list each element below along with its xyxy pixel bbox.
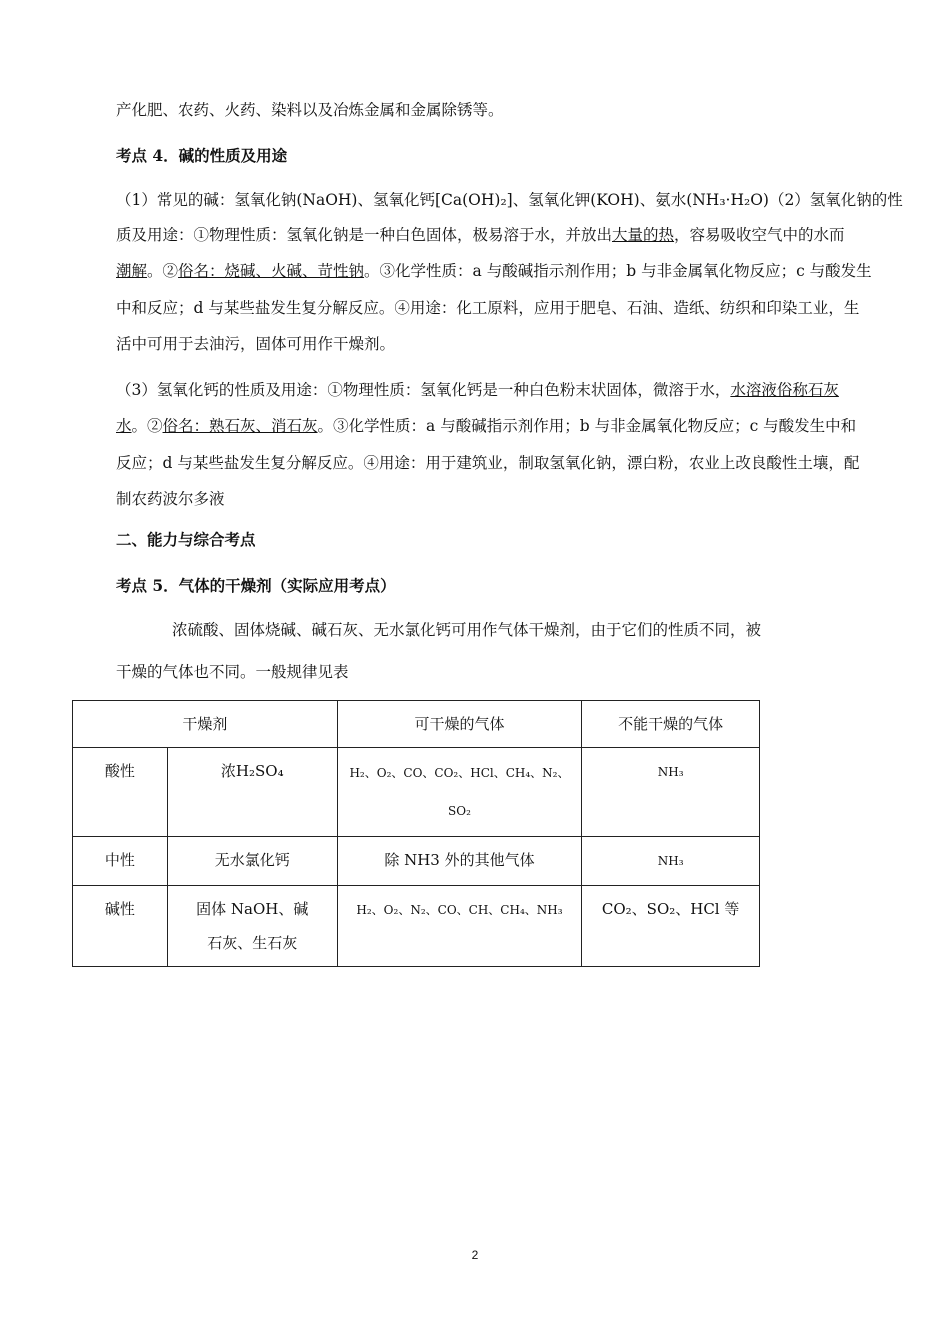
drying-agent-table: [72, 700, 760, 967]
text-span: 质及用途：①物理性质：氢氧化钠是一种白色固体，极易溶于水，并放出: [116, 226, 613, 244]
type-cell: 碱性: [73, 886, 168, 967]
text-line: [116, 380, 876, 400]
agent-cell: 固体 NaOH、碱石灰、生石灰: [167, 886, 337, 967]
cannot-dry-cell: NH₃: [582, 837, 760, 886]
text-line: 产化肥、农药、火药、染料以及冶炼金属和金属除锈等。: [116, 101, 504, 119]
underlined-text: 水: [116, 417, 132, 435]
table-header-row: [73, 701, 760, 748]
text-line: 浓硫酸、固体烧碱、碱石灰、无水氯化钙可用作气体干燥剂，由于它们的性质不同，被: [172, 621, 762, 639]
text-line: 反应；d 与某些盐发生复分解反应。④用途：用于建筑业，制取氢氧化钠，漂白粉，农业上改良酸性土壤，配: [116, 454, 860, 472]
agent-cell: 无水氯化钙: [167, 837, 337, 886]
text-line: [116, 416, 876, 436]
type-cell: 中性: [73, 837, 168, 886]
text-line: 制农药波尔多液: [116, 490, 225, 508]
section-heading-5: 考点 5．气体的干燥剂（实际应用考点）: [116, 576, 396, 595]
text-span: 。③化学性质：a 与酸碱指示剂作用；b 与非金属氧化物反应；c 与酸发生: [364, 262, 872, 280]
section-heading-4: 考点 4．碱的性质及用途: [116, 146, 288, 165]
section-heading-2: 二、能力与综合考点: [116, 530, 256, 549]
text-line: [116, 225, 876, 245]
text-span: ，容易吸收空气中的水而: [674, 226, 845, 244]
type-cell: 酸性: [73, 748, 168, 837]
text-span: 。②: [147, 262, 179, 280]
text-span: （3）氢氧化钙的性质及用途：①物理性质：氢氧化钙是一种白色粉末状固体，微溶于水，: [116, 381, 731, 399]
page-number: 2: [471, 1248, 479, 1262]
can-dry-cell: H₂、O₂、CO、CO₂、HCl、CH₄、N₂、SO₂: [337, 748, 582, 837]
text-line: 活中可用于去油污，固体可用作干燥剂。: [116, 335, 396, 353]
underlined-text: 俗名：烧碱、火碱、苛性钠: [178, 262, 365, 280]
can-dry-cell: H₂、O₂、N₂、CO、CH、CH₄、NH₃: [337, 886, 582, 967]
underlined-text: 潮解: [116, 262, 148, 280]
table-row: [73, 748, 760, 837]
cannot-dry-cell: NH₃: [582, 748, 760, 837]
text-line: 干燥的气体也不同。一般规律见表: [116, 663, 349, 681]
text-line: （1）常见的碱：氢氧化钠(NaOH)、氢氧化钙[Ca(OH)₂]、氢氧化钾(KOH)、氨水(NH₃·H₂O)（2）氢氧化钠的性: [116, 191, 903, 209]
cannot-dry-cell: CO₂、SO₂、HCl 等: [582, 886, 760, 967]
underlined-text: 水溶液俗称石灰: [730, 381, 839, 399]
text-line: 中和反应；d 与某些盐发生复分解反应。④用途：化工原料，应用于肥皂、石油、造纸、纺织和印染工业，生: [116, 299, 860, 317]
underlined-text: 俗名：熟石灰、消石灰: [162, 417, 318, 435]
header-cell: 可干燥的气体: [337, 701, 582, 748]
can-dry-cell: 除 NH3 外的其他气体: [337, 837, 582, 886]
text-span: 。②: [131, 417, 163, 435]
agent-cell: 浓H₂SO₄: [167, 748, 337, 837]
text-line: [116, 261, 876, 281]
table-row: [73, 837, 760, 886]
header-cell: 干燥剂: [73, 701, 338, 748]
table-row: [73, 886, 760, 967]
text-span: 。③化学性质：a 与酸碱指示剂作用；b 与非金属氧化物反应；c 与酸发生中和: [317, 417, 857, 435]
underlined-text: 大量的热: [612, 226, 675, 244]
header-cell: 不能干燥的气体: [582, 701, 760, 748]
